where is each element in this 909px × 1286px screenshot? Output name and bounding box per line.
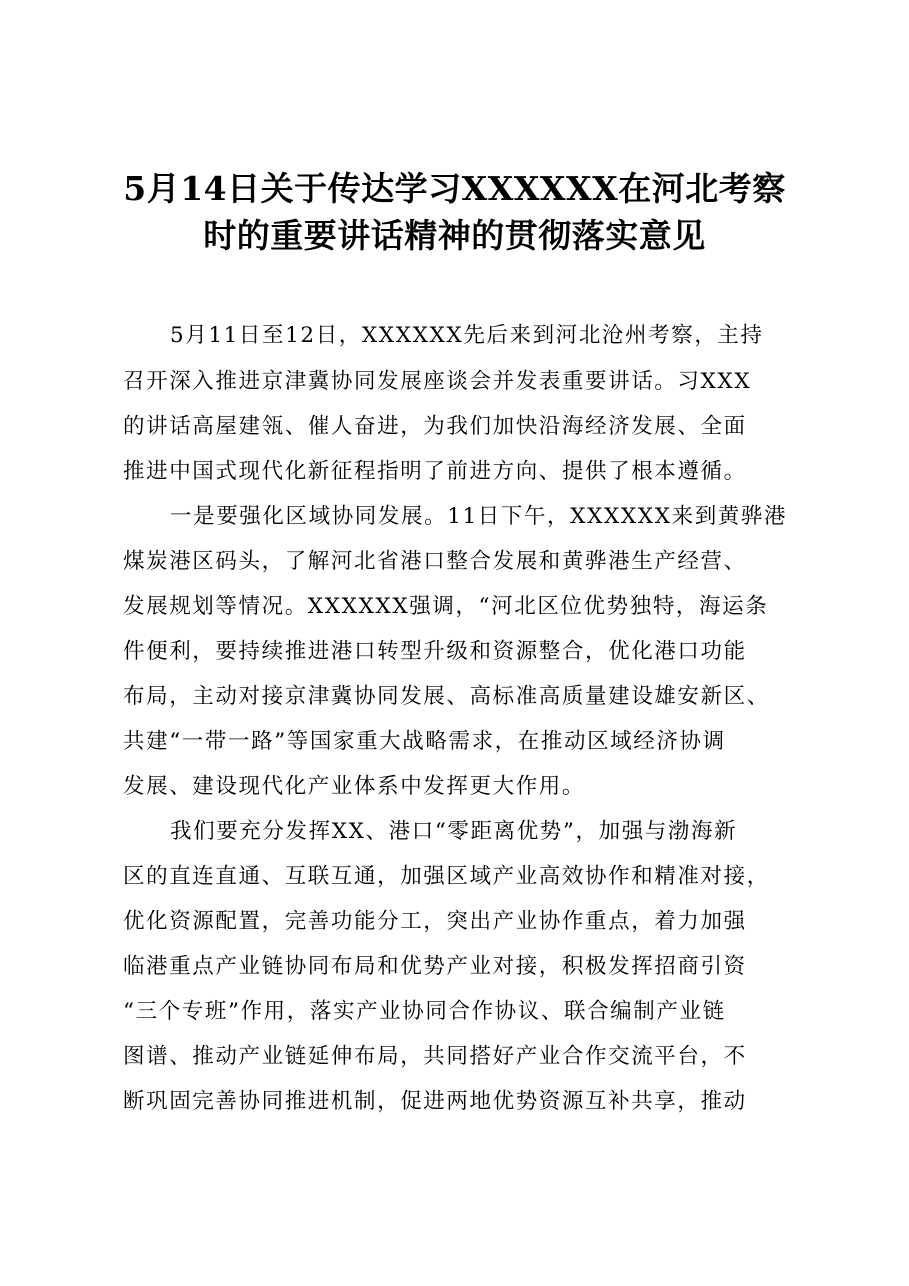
body-line-2: 召开深入推进京津冀协同发展座谈会并发表重要讲话。习XXX — [123, 369, 752, 394]
body-line-12: 我们要充分发挥XX、港口“零距离优势”，加强与渤海新 — [170, 819, 738, 844]
body-line-9: 布局，主动对接京津冀协同发展、高标准高质量建设雄安新区、 — [123, 684, 770, 709]
body-line-8: 件便利，要持续推进港口转型升级和资源整合，优化港口功能 — [123, 639, 747, 664]
body-line-14: 优化资源配置，完善功能分工，突出产业协作重点，着力加强 — [123, 909, 747, 934]
body-line-3: 的讲话高屋建瓴、催人奋进，为我们加快沿海经济发展、全面 — [123, 414, 747, 439]
body-line-10: 共建“一带一路”等国家重大战略需求，在推动区域经济协调 — [123, 729, 726, 754]
body-line-16: “三个专班”作用，落实产业协同合作协议、联合编制产业链 — [123, 999, 726, 1024]
body-line-1: 5月11日至12日，XXXXXX先后来到河北沧州考察，主持 — [170, 323, 764, 348]
body-line-18: 断巩固完善协同推进机制，促进两地优势资源互补共享，推动 — [123, 1089, 747, 1114]
body-line-11: 发展、建设现代化产业体系中发挥更大作用。 — [123, 774, 586, 799]
document-title-line-1: 5月14日关于传达学习XXXXXX在河北考察 — [123, 169, 786, 208]
body-line-4: 推进中国式现代化新征程指明了前进方向、提供了根本遵循。 — [123, 459, 747, 484]
body-line-17: 图谱、推动产业链延伸布局，共同搭好产业合作交流平台，不 — [123, 1044, 747, 1069]
body-line-13: 区的直连直通、互联互通，加强区域产业高效协作和精准对接， — [123, 864, 770, 889]
body-line-7: 发展规划等情况。XXXXXX强调，“河北区位优势独特，海运条 — [123, 594, 769, 619]
body-line-6: 煤炭港区码头，了解河北省港口整合发展和黄骅港生产经营、 — [123, 549, 747, 574]
document-title-line-2: 时的重要讲话精神的贯彻落实意见 — [203, 216, 706, 255]
body-line-5: 一是要强化区域协同发展。11日下午，XXXXXX来到黄骅港 — [170, 504, 788, 529]
body-line-15: 临港重点产业链协同布局和优势产业对接，积极发挥招商引资 — [123, 954, 747, 979]
